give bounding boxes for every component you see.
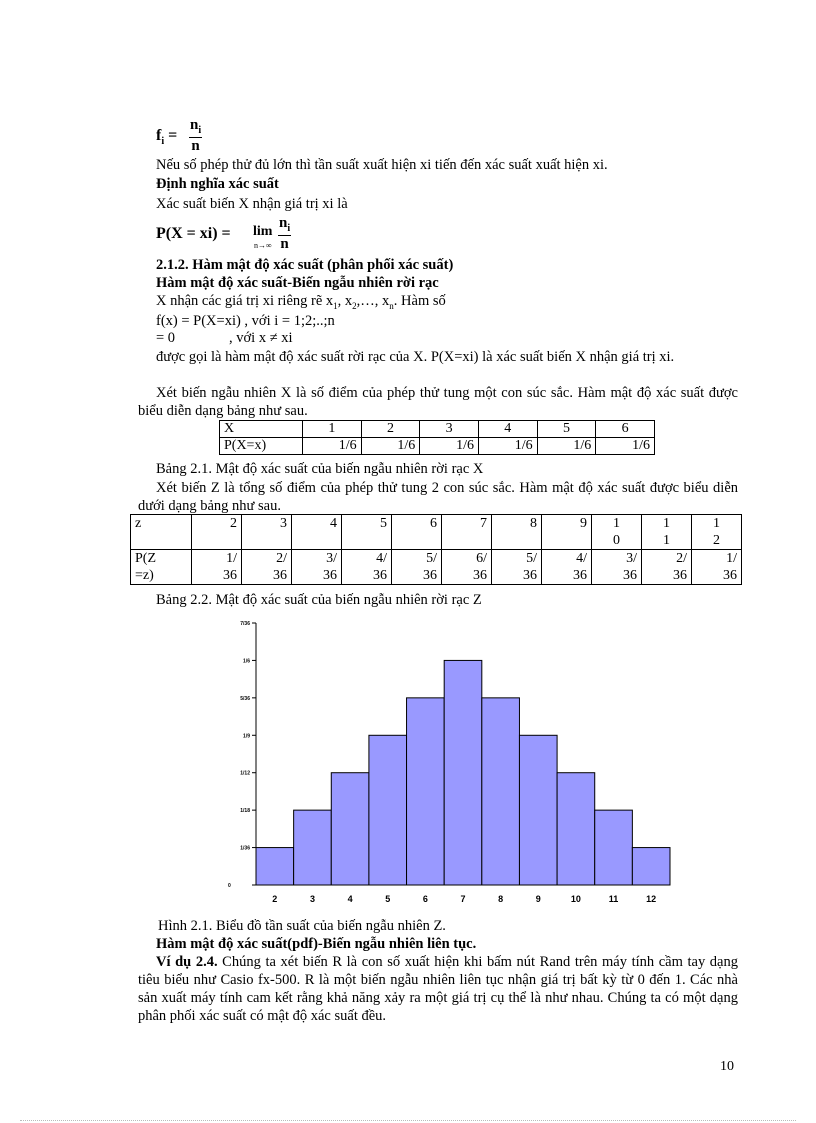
x-tick-label: 2 [272,894,278,904]
text-line: f(x) = P(X=xi) , với i = 1;2;..;n [156,313,335,329]
table-cell: 5/ 36 [392,550,442,585]
table-cell: 9 [542,515,592,550]
table-cell: 3/ 36 [292,550,342,585]
text-line: X nhận các giá trị xi riêng rẽ $x_1$, $x_2,\dots$, $x_n$. Hàm số [156,293,446,311]
table-cell: 2/ 36 [642,550,692,585]
table-cell: 4 [478,421,537,438]
paragraph: Xét biến Z là tổng số điểm của phép thử tung 2 con súc sắc. Hàm mật độ xác suất được biểu diễn dưới dạng bảng như sau. [138,480,738,515]
table-cell: 2 [361,421,420,438]
table-cell: 5 [537,421,596,438]
histogram-bar [256,848,294,885]
x-tick-label: 3 [309,894,315,904]
table-cell: P(Z =z) [131,550,192,585]
table-z-distribution [130,514,742,585]
table-row [131,550,742,585]
x-tick-label: 5 [385,894,391,904]
table-cell: 1/6 [361,438,420,455]
table-cell: 5 [342,515,392,550]
x-tick-label: 7 [460,894,466,904]
paragraph: được gọi là hàm mật độ xác suất rời rạc của X. P(X=xi) là xác suất biến X nhận giá trị xi. [156,349,675,365]
table-cell: 3/ 36 [592,550,642,585]
table-cell: 1/ 36 [692,550,742,585]
text-line: Xác suất biến X nhận giá trị xi là [156,196,348,212]
text-line: = 0 [156,330,176,346]
table-cell: 1/6 [303,438,362,455]
table-cell: 1/6 [596,438,655,455]
histogram-bar [407,698,445,885]
y-tick-label: 1/12 [240,770,250,777]
table-cell: 1/ 36 [192,550,242,585]
table-caption: Bảng 2.1. Mật độ xác suất của biến ngẫu nhiên rời rạc X [156,461,484,477]
example-text: Chúng ta xét biến R là con số xuất hiện khi bấm nút Rand trên máy tính cầm tay dạng tiêu biểu như Casio fx-500. R là một biến ngẫu nhiên liên tục nhận giá trị bất kỳ từ 0 đến 1. Các nhà sản xuất máy tính cam kết rằng khả năng xảy ra một giá trị cụ thể là như nhau. Chúng ta có một dạng phân phối xác suất có mật độ xác suất đều. [138,954,738,1025]
table-x-distribution [219,420,655,455]
table-row [220,421,655,438]
table-cell: 4/ 36 [342,550,392,585]
table-cell: 8 [492,515,542,550]
y-tick-label: 7/36 [240,621,250,627]
text-line: , với x ≠ xi [229,330,293,346]
table-cell: 7 [442,515,492,550]
y-tick-label: 1/9 [243,733,250,740]
x-tick-label: 11 [608,894,619,904]
table-cell: P(X=x) [220,438,303,455]
table-cell: 1 0 [592,515,642,550]
table-cell: 5/ 36 [492,550,542,585]
table-cell: 4/ 36 [542,550,592,585]
histogram-bar [482,698,520,885]
x-tick-label: 6 [422,894,428,904]
histogram-bar [369,735,407,885]
y-tick-label: 1/6 [243,658,250,665]
table-cell: 6 [596,421,655,438]
y-tick-label: 0 [228,883,231,889]
example-label: Ví dụ 2.4. [156,954,218,970]
paragraph [138,953,738,1026]
paragraph: Xét biến ngẫu nhiên X là số điểm của phép thử tung một con súc sắc. Hàm mật độ xác suất được biểu diễn dạng bảng như sau. [138,385,738,420]
figure-caption: Hình 2.1. Biểu đồ tần suất của biến ngẫu nhiên Z. [158,918,446,934]
table-cell: 2/ 36 [242,550,292,585]
subsection-title: Hàm mật độ xác suất-Biến ngẫu nhiên rời rạc [156,275,439,291]
y-tick-label: 1/18 [240,808,250,815]
histogram-bar [632,848,670,885]
y-tick-label: 5/36 [240,695,250,702]
histogram-bar [595,810,633,885]
x-tick-label: 8 [498,894,504,904]
histogram-bar [294,810,332,885]
table-cell: 1 [303,421,362,438]
section-title: 2.1.2. Hàm mật độ xác suất (phân phối xác suất) [156,257,454,273]
table-cell: 2 [192,515,242,550]
table-cell: 6 [392,515,442,550]
heading-definition: Định nghĩa xác suất [156,176,279,192]
table-cell: 3 [420,421,479,438]
histogram-bar [557,773,595,885]
table-caption: Bảng 2.2. Mật độ xác suất của biến ngẫu nhiên rời rạc Z [156,592,482,608]
table-cell: 6/ 36 [442,550,492,585]
histogram-bar [444,660,482,885]
page-number: 10 [720,1059,734,1074]
table-cell: 1 1 [642,515,692,550]
subsection-title: Hàm mật độ xác suất(pdf)-Biến ngẫu nhiên liên tục. [156,936,477,952]
table-cell: z [131,515,192,550]
table-cell: 1 2 [692,515,742,550]
y-tick-label: 1/36 [240,845,250,852]
table-cell: X [220,421,303,438]
table-cell: 1/6 [537,438,596,455]
x-tick-label: 12 [646,894,657,904]
histogram-chart [0,612,816,912]
page-border [20,1120,796,1121]
table-cell: 4 [292,515,342,550]
table-cell: 3 [242,515,292,550]
x-tick-label: 9 [535,894,541,904]
text-line: Nếu số phép thử đủ lớn thì tần suất xuất hiện xi tiến đến xác suất xuất hiện xi. [156,157,608,173]
x-tick-label: 4 [347,894,353,904]
table-row [220,438,655,455]
table-cell: 1/6 [478,438,537,455]
x-tick-label: 10 [570,894,581,904]
table-cell: 1/6 [420,438,479,455]
histogram-bar [519,735,557,885]
histogram-bar [331,773,369,885]
table-row [131,515,742,550]
